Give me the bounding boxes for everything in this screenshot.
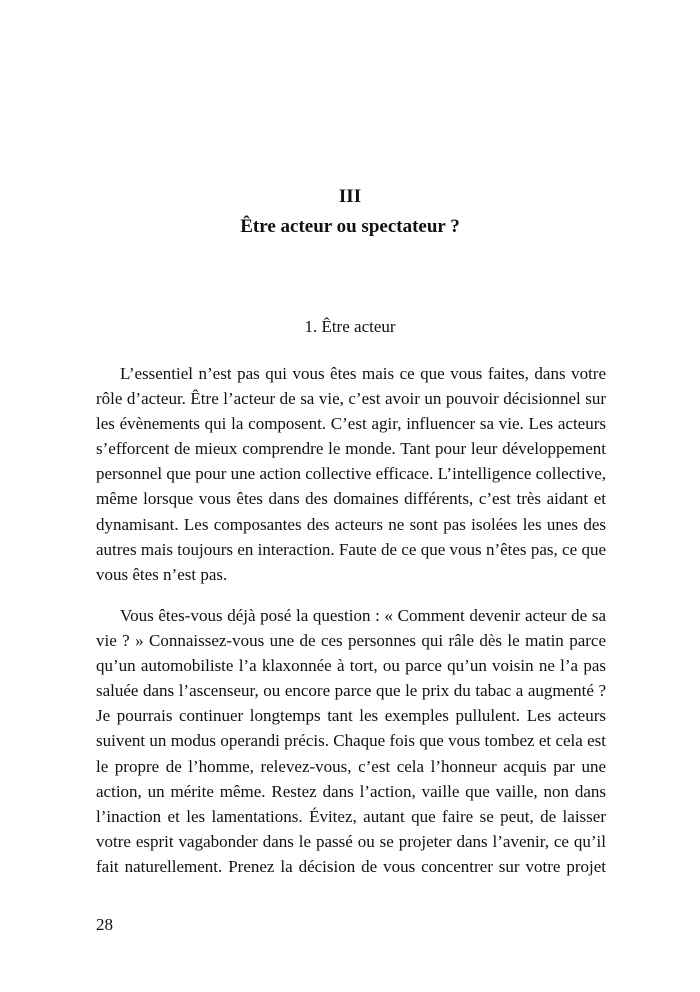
paragraph-block-2 <box>96 603 606 879</box>
chapter-number: III <box>338 186 362 207</box>
chapter-title: Être acteur ou spectateur ? <box>240 216 460 237</box>
section-title: 1. Être acteur <box>304 317 396 336</box>
paragraph: L’essentiel n’est pas qui vous êtes mais ce que vous faites, dans votre rôle d’acteur. Être l’acteur de sa vie, c’est avoir un pouvoir décisionnel sur les évènements qui la composent. C’est agir, influencer sa vie. Les acteurs s’efforcent de mieux comprendre le monde. Tant pour leur développement personnel que pour une action collective efficace. L’intelligence collective, même lorsque vous êtes dans des domaines différents, c’est très aidant et dynamisant. Les composantes des acteurs ne sont pas isolées les unes des autres mais toujours en interaction. Faute de ce que vous n’êtes pas, ce que vous êtes n’est pas. <box>96 364 606 584</box>
page-number: 28 <box>96 915 113 934</box>
paragraph: Vous êtes-vous déjà posé la question : « Comment devenir acteur de sa vie ? » Connaissez-vous une de ces personnes qui râle dès le matin parce qu’un automobiliste l’a klaxonnée à tort, ou parce qu’un voisin ne l’a pas saluée dans l’ascenseur, ou encore parce que le prix du tabac a augmenté ? Je pourrais continuer longtemps tant les exemples pullulent. Les acteurs suivent un modus operandi précis. Chaque fois que vous tombez et cela est le propre de l’homme, relevez-vous, c’est cela l’honneur acquis par une action, un mérite même. Restez dans l’action, vaille que vaille, non dans l’inaction et les lamentations. Évitez, autant que faire se peut, de laisser votre esprit vagabonder dans le passé ou se projeter dans l’avenir, ce qu’il fait naturellement. Prenez la décision de vous concentrer sur votre projet <box>96 606 606 876</box>
paragraph-block-1 <box>96 361 606 587</box>
